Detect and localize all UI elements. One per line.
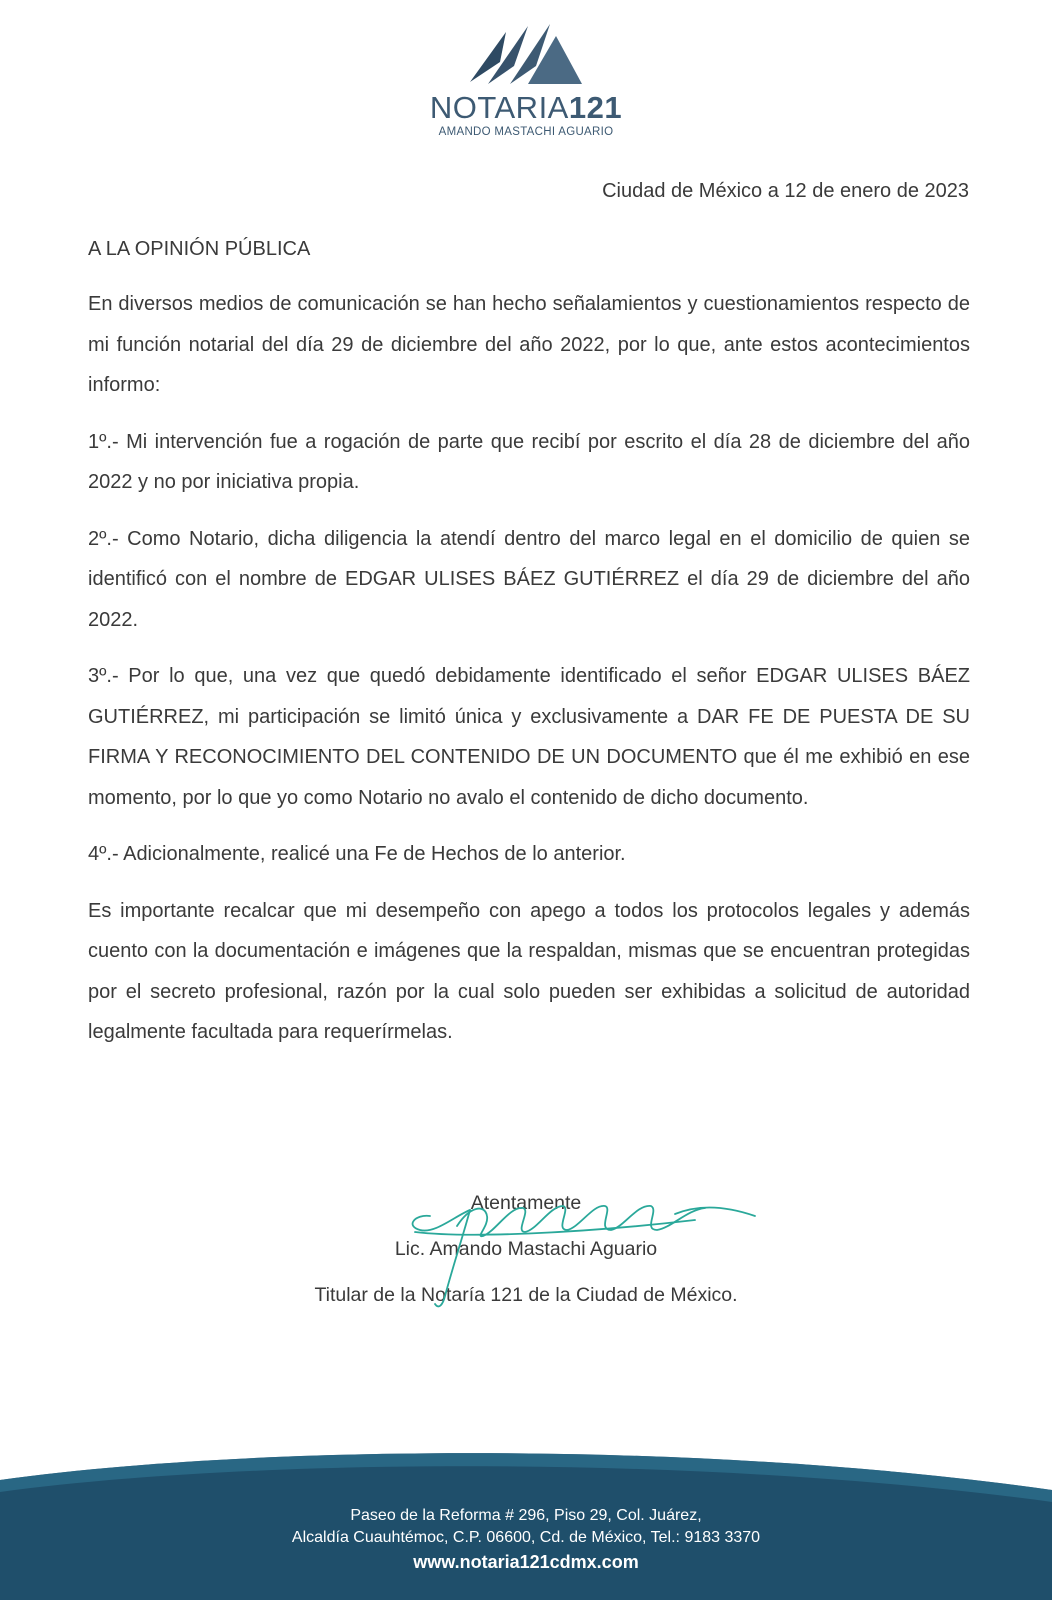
signer-name: Lic. Amando Mastachi Aguario (394, 1238, 658, 1260)
closing-block (0, 1190, 1052, 1328)
point-2-paragraph: 2º.- Como Notario, dicha diligencia la atendí dentro del marco legal en el domicilio de quien se identificó con el nombre de EDGAR ULISES BÁEZ GUTIÉRREZ el día 29 de diciembre del año 2022. (88, 527, 970, 631)
addressee: A LA OPINIÓN PÚBLICA (88, 238, 311, 260)
point-1-paragraph: 1º.- Mi intervención fue a rogación de parte que recibí por escrito el día 28 de diciembre del año 2022 y no por iniciativa propia. (88, 430, 970, 493)
footer-address-line-2: Alcaldía Cuauhtémoc, C.P. 06600, Cd. de México, Tel.: 9183 3370 (291, 1529, 761, 1546)
mountain-peaks-icon (470, 22, 582, 86)
salutation: Atentamente (470, 1192, 582, 1214)
brand-owner: AMANDO MASTACHI AGUARIO (438, 126, 614, 138)
footer-address-line-1: Paseo de la Reforma # 296, Piso 29, Col. Juárez, (350, 1507, 702, 1524)
letterhead (0, 22, 1052, 138)
footer-contact (0, 1505, 1052, 1573)
signer-title: Titular de la Notaría 121 de la Ciudad de México. (314, 1284, 738, 1306)
closing-paragraph: Es importante recalcar que mi desempeño con apego a todos los protocolos legales y además cuento con la documentación e imágenes que la respaldan, mismas que se encuentran protegidas por el secreto profesional, razón por la cual solo pueden ser exhibidas a solicitud de autoridad legalmente facultada para requerírmelas. (88, 899, 970, 1043)
date-line: Ciudad de México a 12 de enero de 2023 (602, 180, 969, 202)
letter-body (88, 284, 970, 1069)
footer-website: www.notaria121cdmx.com (413, 1552, 639, 1572)
brand-name: NOTARIA121 (429, 90, 623, 125)
point-3-paragraph: 3º.- Por lo que, una vez que quedó debidamente identificado el señor EDGAR ULISES BÁEZ GUTIÉRREZ, mi participación se limitó única y exclusivamente a DAR FE DE PUESTA DE SU FIRMA Y RECONOCIMIENTO DEL CONTENIDO DE UN DOCUMENTO que él me exhibió en ese momento, por lo que yo como Notario no avalo el contenido de dicho documento. (88, 665, 970, 809)
point-4-paragraph: 4º.- Adicionalmente, realicé una Fe de Hechos de lo anterior. (88, 843, 626, 865)
intro-paragraph: En diversos medios de comunicación se han hecho señalamientos y cuestionamientos respecto de mi función notarial del día 29 de diciembre del año 2022, por lo que, ante estos acontecimientos informo: (88, 293, 970, 396)
